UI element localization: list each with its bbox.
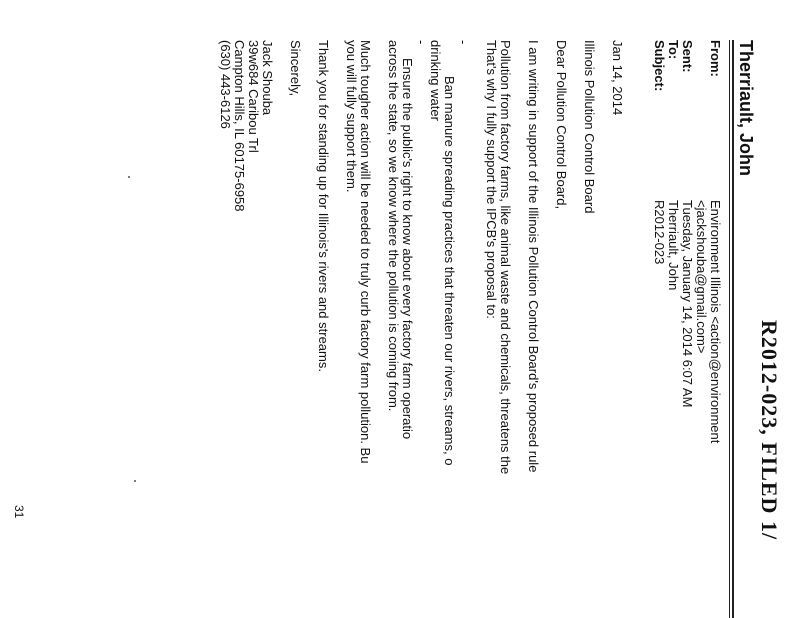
subject-value: R2012-023 xyxy=(652,200,667,265)
signature-address-line: Campton Hills, IL 60175-6958 xyxy=(232,40,247,212)
sent-value: Tuesday, January 14, 2014 6:07 AM xyxy=(680,200,695,408)
paragraph-1-line: Pollution from factory farms, like animal waste and chemicals, threatens the xyxy=(498,40,513,475)
paragraph-2-line: you will fully support them. xyxy=(344,40,359,193)
from-value: Environment Illinois <action@environment xyxy=(708,200,723,444)
filing-stamp: R2012-023, FILED 1/ xyxy=(757,320,782,541)
to-value: Therriault, John xyxy=(666,200,681,291)
signature-address-line: 39w684 Caribou Trl xyxy=(246,40,261,153)
subject-label: Subject: xyxy=(652,40,667,92)
scan-speck xyxy=(134,480,136,482)
paragraph-1-line: That's why I fully support the IPCB's proposal to: xyxy=(484,40,499,319)
sent-label: Sent: xyxy=(680,40,695,73)
from-label: From: xyxy=(708,40,723,77)
bullet-2-line: Ensure the public's right to know about every factory farm operatio xyxy=(400,58,415,440)
recipient-name: Illinois Pollution Control Board xyxy=(582,40,597,214)
from-email: <jackshouba@gmail.com> xyxy=(694,200,709,354)
paragraph-2-line: Much tougher action will be needed to truly curb factory farm pollution. Bu xyxy=(358,40,373,464)
bullet-2-marker: - xyxy=(414,40,429,45)
bullet-1-line: drinking water xyxy=(428,40,443,121)
scan-speck xyxy=(128,176,130,178)
header-divider-thin xyxy=(729,40,730,618)
to-label: To: xyxy=(666,40,681,60)
signature-name: Jack Shouba xyxy=(260,40,275,116)
bullet-1-marker: - xyxy=(456,40,471,45)
bullet-1-line: Ban manure spreading practices that threaten our rivers, streams, o xyxy=(442,76,457,466)
salutation: Dear Pollution Control Board, xyxy=(554,40,569,210)
header-divider xyxy=(732,40,734,618)
signoff: Sincerely, xyxy=(288,40,303,97)
page-number: 31 xyxy=(12,505,26,519)
letter-date: Jan 14, 2014 xyxy=(610,40,625,116)
bullet-2-line: across the state, so we know where the pollution is coming from. xyxy=(386,40,401,412)
sender-name-heading: Therriault, John xyxy=(736,40,756,177)
paragraph-1-line: I am writing in support of the Illinois Pollution Control Board's proposed rule xyxy=(526,40,541,473)
signature-phone: (630) 443-6126 xyxy=(218,40,233,129)
closing-line: Thank you for standing up for Illinois's rivers and streams. xyxy=(316,40,331,372)
